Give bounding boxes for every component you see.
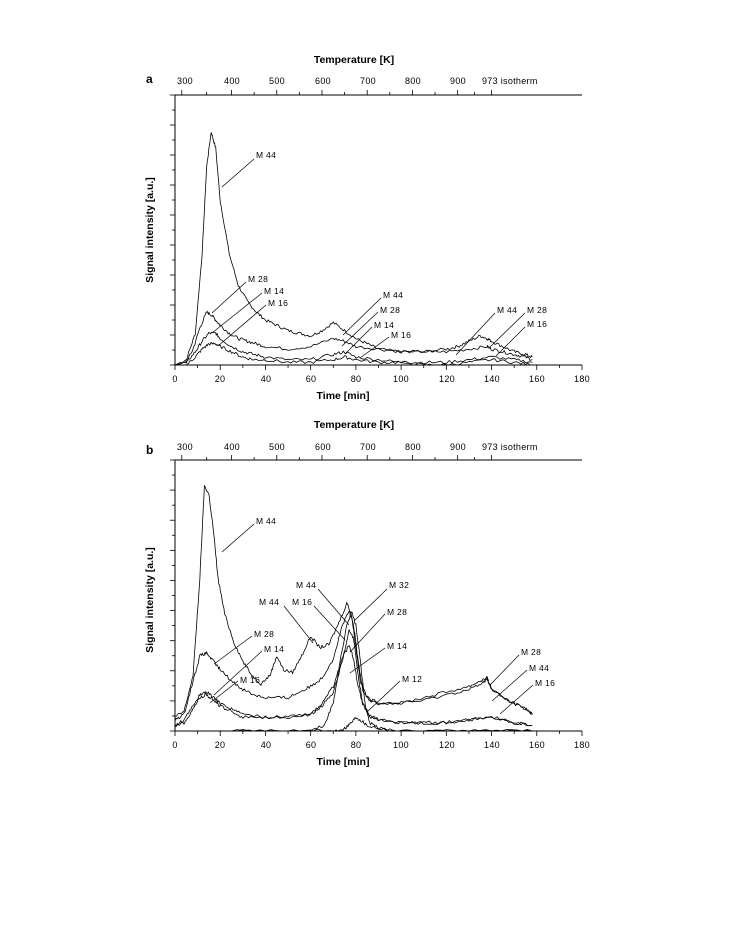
annotation-label: M 44 (529, 663, 550, 673)
panel-a-top-tick-label: 500 (269, 76, 285, 86)
panel-a-x-tick-label: 100 (393, 374, 409, 384)
panel-b-x-tick-label: 20 (214, 740, 226, 750)
panel-a-top-tick-label: 800 (405, 76, 421, 86)
panel-b-top-tick-label: 973 isotherm (482, 442, 538, 452)
annotation-label: M 16 (391, 330, 412, 340)
panel-b-top-tick-label: 900 (450, 442, 466, 452)
panel-a-top-axis-title: Temperature [K] (313, 54, 395, 66)
panel-b-top-tick-label: 300 (177, 442, 193, 452)
panel-a-x-tick-label: 160 (529, 374, 545, 384)
annotation-label: M 28 (248, 274, 269, 284)
panel-a-top-tick-label: 700 (360, 76, 376, 86)
panel-a-x-tick-label: 40 (260, 374, 272, 384)
annotation-label: M 16 (527, 319, 548, 329)
annotation-arrow (318, 589, 349, 625)
annotation-label: M 44 (256, 516, 277, 526)
annotation-arrow (214, 651, 262, 695)
panel-b-x-tick-label: 80 (350, 740, 362, 750)
annotation-label: M 16 (535, 678, 556, 688)
panel-b-top-tick-label: 500 (269, 442, 285, 452)
annotation-arrow (314, 606, 345, 640)
panel-b-x-tick-label: 140 (484, 740, 500, 750)
annotation-label: M 44 (383, 290, 404, 300)
annotation-label: M 16 (292, 597, 313, 607)
series-line-m28 (175, 311, 532, 365)
panel-a-top-tick-label: 300 (177, 76, 193, 86)
panel-b-x-tick-label: 40 (260, 740, 272, 750)
panel-b-plot (175, 486, 532, 731)
annotation-label: M 16 (240, 675, 261, 685)
series-line-m12 (175, 718, 532, 731)
panel-b-x-tick-label: 0 (172, 740, 178, 750)
panel-a-x-axis-title: Time [min] (316, 390, 370, 402)
annotation-label: M 14 (264, 644, 285, 654)
panel-b-x-tick-label: 120 (439, 740, 455, 750)
annotation-label: M 32 (389, 580, 410, 590)
annotation-arrow (284, 606, 313, 643)
panel-b-top-tick-label: 800 (405, 442, 421, 452)
panel-a-x-tick-label: 20 (214, 374, 226, 384)
annotation-label: M 28 (387, 607, 408, 617)
annotation-arrow (212, 293, 262, 333)
panel-a-x-tick-label: 180 (574, 374, 590, 384)
annotation-label: M 44 (296, 580, 317, 590)
panel-b-top-tick-label: 600 (315, 442, 331, 452)
panel-b-x-tick-label: 100 (393, 740, 409, 750)
annotation-label: M 14 (264, 286, 285, 296)
panel-a-top-tick-label: 973 isotherm (482, 76, 538, 86)
annotation-label: M 14 (387, 641, 408, 651)
panel-b-x-axis-title: Time [min] (316, 756, 370, 768)
annotation-arrow (210, 681, 238, 703)
annotation-label: M 28 (527, 305, 548, 315)
annotation-label: M 44 (259, 597, 280, 607)
panel-b-axes (170, 455, 582, 736)
panel-a-top-tick-label: 900 (450, 76, 466, 86)
annotation-arrow (354, 589, 387, 621)
panel-a-x-tick-label: 0 (172, 374, 178, 384)
panel-b-top-tick-label: 400 (224, 442, 240, 452)
panel-b-letter: b (146, 443, 154, 457)
panel-a-x-tick-label: 120 (439, 374, 455, 384)
annotation-label: M 28 (380, 305, 401, 315)
annotation-label: M 44 (497, 305, 518, 315)
annotation-arrow (345, 327, 372, 354)
panel-a-top-tick-label: 400 (224, 76, 240, 86)
annotation-arrow (496, 327, 525, 356)
annotation-arrow (490, 313, 525, 347)
annotation-arrow (342, 312, 378, 346)
annotation-arrow (367, 681, 400, 712)
annotation-arrow (222, 524, 254, 552)
panel-b-top-tick-label: 700 (360, 442, 376, 452)
panel-b-x-tick-label: 180 (574, 740, 590, 750)
panel-a-x-tick-label: 140 (484, 374, 500, 384)
panel-a-top-tick-label: 600 (315, 76, 331, 86)
panel-b-y-axis-title: Signal intensity [a.u.] (144, 547, 156, 653)
panel-a (144, 54, 590, 402)
annotation-label: M 16 (268, 298, 289, 308)
annotation-label: M 28 (521, 647, 542, 657)
annotation-arrow (360, 337, 389, 358)
annotation-arrow (222, 159, 254, 187)
panel-b-x-tick-label: 60 (305, 740, 317, 750)
panel-b-x-tick-label: 160 (529, 740, 545, 750)
panel-a-x-tick-label: 60 (305, 374, 317, 384)
annotation-label: M 28 (254, 629, 275, 639)
panel-a-x-tick-label: 80 (350, 374, 362, 384)
annotation-label: M 14 (374, 320, 395, 330)
panel-a-letter: a (146, 72, 153, 86)
annotation-arrow (212, 282, 246, 313)
annotation-arrow (218, 305, 266, 346)
annotation-label: M 44 (256, 150, 277, 160)
annotation-label: M 12 (402, 674, 423, 684)
panel-a-y-axis-title: Signal intensity [a.u.] (144, 177, 156, 283)
annotation-arrow (492, 670, 527, 701)
panel-b (144, 419, 590, 768)
panel-a-annotations (212, 150, 547, 358)
panel-b-top-axis-title: Temperature [K] (313, 419, 395, 431)
